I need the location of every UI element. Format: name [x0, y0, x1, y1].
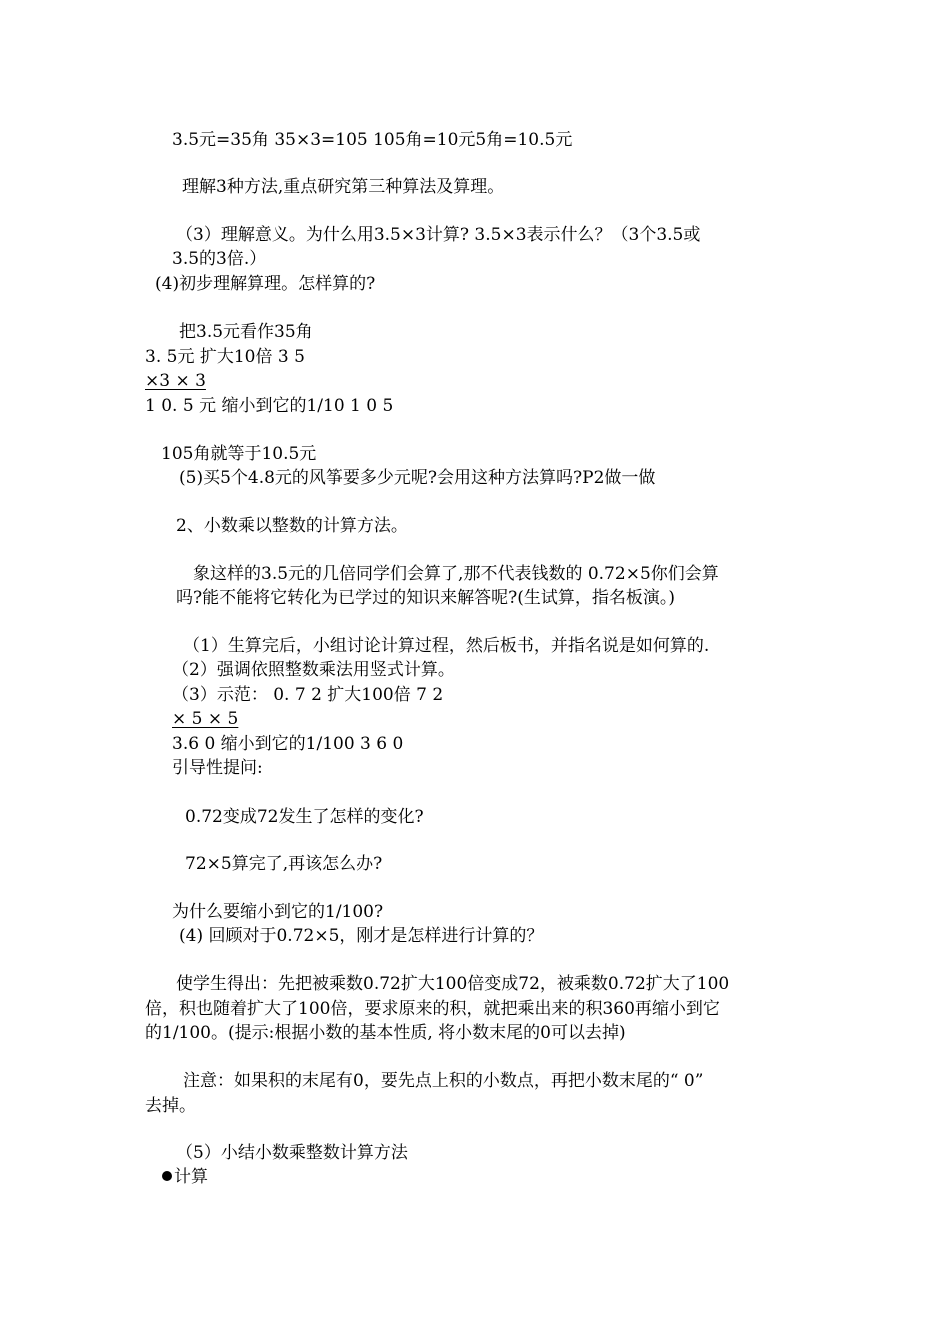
text-line-review-4: (4) 回顾对于0.72×5，刚才是怎样进行计算的？	[179, 926, 544, 946]
text-line-step-3-cont: 3.5的3倍.）	[172, 249, 267, 269]
text-line-question-1: 0.72变成72发生了怎样的变化?	[185, 807, 424, 827]
text-line-note-2: 去掉。	[145, 1096, 196, 1116]
text-line-intro-072-cont: 吗?能不能将它转化为已学过的知识来解答呢?(生试算，指名板演。)	[176, 588, 675, 608]
vertical-calc-row-2: ×3 × 3	[145, 371, 206, 391]
text-line-question-2: 72×5算完了,再该怎么办?	[185, 854, 383, 874]
text-line-guiding-questions: 引导性提问:	[172, 758, 263, 778]
text-line-conclusion-3: 的1/100。(提示:根据小数的基本性质, 将小数末尾的0可以去掉)	[145, 1023, 626, 1043]
section-heading-2: 2、小数乘以整数的计算方法。	[176, 516, 408, 536]
text-line-step-5-kite: (5)买5个4.8元的风筝要多少元呢?会用这种方法算吗?P2做一做	[179, 468, 656, 488]
text-line-sub-2: （2）强调依照整数乘法用竖式计算。	[172, 660, 455, 680]
text-line-105-jiao: 105角就等于10.5元	[161, 444, 317, 464]
text-line-intro-072: 象这样的3.5元的几倍同学们会算了,那不代表钱数的 0.72×5你们会算	[193, 564, 719, 584]
text-line-treat-as-35-jiao: 把3.5元看作35角	[179, 322, 313, 342]
text-line-note-1: 注意：如果积的末尾有0，要先点上积的小数点，再把小数末尾的“ 0”	[183, 1071, 704, 1091]
text-line-sub-1: （1）生算完后，小组讨论计算过程，然后板书，并指名说是如何算的.	[183, 636, 710, 656]
text-line-summary-5: （5）小结小数乘整数计算方法	[176, 1143, 408, 1163]
text-line-conclusion-2: 倍，积也随着扩大了100倍，要求原来的积，就把乘出来的积360再缩小到它	[145, 999, 720, 1019]
vertical-calc-2-row-3: 3.6 0 缩小到它的1/100 3 6 0	[172, 734, 404, 754]
text-line-step-4: (4)初步理解算理。怎样算的?	[155, 274, 376, 294]
bullet-item-calculate	[162, 1166, 208, 1188]
vertical-calc-row-1: 3. 5元 扩大10倍 3 5	[145, 347, 305, 367]
bullet-item-label: 计算	[174, 1167, 208, 1187]
text-line-three-methods: 理解3种方法,重点研究第三种算法及算理。	[182, 177, 505, 197]
text-line-conclusion-1: 使学生得出：先把被乘数0.72扩大100倍变成72，被乘数0.72扩大了100	[176, 974, 730, 994]
text-line-question-3: 为什么要缩小到它的1/100?	[172, 902, 384, 922]
text-line-step-3: （3）理解意义。为什么用3.5×3计算? 3.5×3表示什么？（3个3.5或	[176, 225, 701, 245]
text-line-sub-3-demo: （3）示范： 0. 7 2 扩大100倍 7 2	[172, 685, 444, 705]
vertical-calc-row-3: 1 0. 5 元 缩小到它的1/10 1 0 5	[145, 396, 394, 416]
text-line-unit-conversion: 3.5元=35角 35×3=105 105角=10元5角=10.5元	[172, 130, 573, 150]
vertical-calc-2-row-2: × 5 × 5	[172, 709, 239, 729]
bullet-icon	[162, 1171, 172, 1181]
